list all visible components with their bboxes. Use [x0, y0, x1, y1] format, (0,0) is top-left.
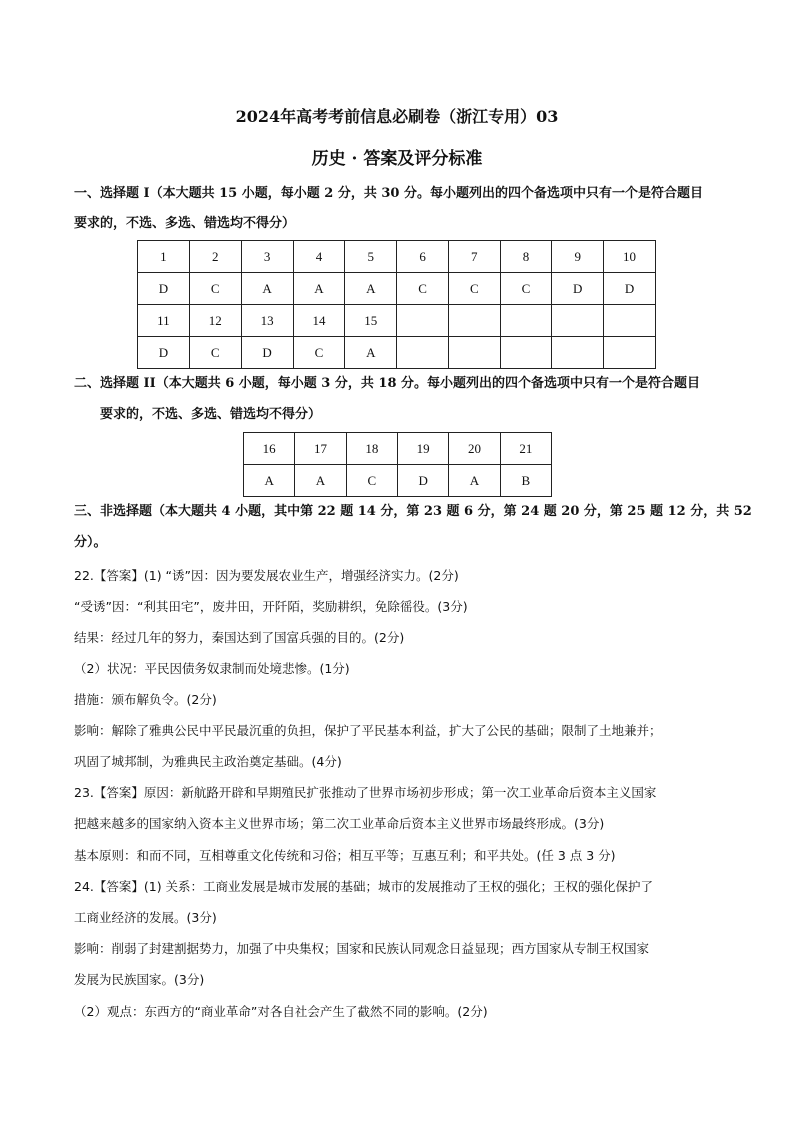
table-cell: A [244, 465, 295, 497]
table-cell: D [552, 273, 604, 305]
answer-line: 把越来越多的国家纳入资本主义世界市场；第二次工业革命后资本主义世界市场最终形成。(3分) [74, 816, 605, 831]
table-cell: 14 [293, 305, 345, 337]
table-row [244, 465, 552, 497]
table-cell: 6 [397, 241, 449, 273]
table-cell: 17 [295, 433, 346, 465]
section3-heading-cont: 分）。 [74, 535, 107, 550]
section2-heading: 二、选择题 II（本大题共 6 小题，每小题 3 分，共 18 分。每小题列出的四个备选项中只有一个是符合题目 [74, 376, 701, 391]
table-cell: 9 [552, 241, 604, 273]
table-cell: 11 [138, 305, 190, 337]
table-cell: 16 [244, 433, 295, 465]
document-subtitle: 历史 · 答案及评分标准 [311, 149, 483, 169]
answer-line: （2）状况：平民因债务奴隶制而处境悲惨。(1分) [74, 661, 350, 676]
table-cell: B [500, 465, 551, 497]
table-cell: A [449, 465, 500, 497]
table-cell: 4 [293, 241, 345, 273]
answer-line: 工商业经济的发展。(3分) [74, 910, 217, 925]
table-cell [604, 305, 656, 337]
table-cell: A [295, 465, 346, 497]
answer-line: 发展为民族国家。(3分) [74, 972, 205, 987]
section3-heading: 三、非选择题（本大题共 4 小题，其中第 22 题 14 分，第 23 题 6 分，第 24 题 20 分，第 25 题 12 分，共 52 [74, 504, 752, 519]
table-cell: A [241, 273, 293, 305]
table-cell [500, 337, 552, 369]
table-cell [397, 305, 449, 337]
table-cell [448, 305, 500, 337]
table-cell: C [500, 273, 552, 305]
table-cell: D [397, 465, 448, 497]
table-row [138, 305, 656, 337]
answer-line: 22.【答案】(1) “诱”因：因为要发展农业生产，增强经济实力。(2分) [74, 568, 459, 583]
choice-answer-table-1 [137, 240, 656, 369]
table-cell: D [138, 337, 190, 369]
section1-heading: 一、选择题 I（本大题共 15 小题，每小题 2 分，共 30 分。每小题列出的四个备选项中只有一个是符合题目 [74, 186, 703, 201]
table-cell [500, 305, 552, 337]
table-row [244, 433, 552, 465]
table-cell [397, 337, 449, 369]
table-cell: C [189, 273, 241, 305]
choice-answer-table-2 [243, 432, 552, 497]
table-cell: C [448, 273, 500, 305]
table-cell: 1 [138, 241, 190, 273]
table-row [138, 241, 656, 273]
table-cell [448, 337, 500, 369]
answer-line: “受诱”因：“利其田宅”，废井田，开阡陌，奖励耕织，免除徭役。(3分) [74, 599, 468, 614]
table-cell: 8 [500, 241, 552, 273]
table-cell: D [604, 273, 656, 305]
table-cell: 3 [241, 241, 293, 273]
table-cell: A [293, 273, 345, 305]
table-cell: 12 [189, 305, 241, 337]
table-cell: 7 [448, 241, 500, 273]
table-cell [552, 305, 604, 337]
answer-line: 影响：削弱了封建割据势力，加强了中央集权；国家和民族认同观念日益显现；西方国家从专制王权国家 [74, 941, 650, 956]
table-cell: D [241, 337, 293, 369]
table-cell: 18 [346, 433, 397, 465]
table-cell: A [345, 273, 397, 305]
table-row [138, 337, 656, 369]
table-cell: C [293, 337, 345, 369]
answer-line: 影响：解除了雅典公民中平民最沉重的负担，保护了平民基本利益，扩大了公民的基础；限制了土地兼并； [74, 723, 662, 738]
answer-line: 24.【答案】(1) 关系：工商业发展是城市发展的基础；城市的发展推动了王权的强化；王权的强化保护了 [74, 879, 654, 894]
answer-line: 23.【答案】原因：新航路开辟和早期殖民扩张推动了世界市场初步形成；第一次工业革命后资本主义国家 [74, 785, 657, 800]
table-cell: 19 [397, 433, 448, 465]
table-row [138, 273, 656, 305]
table-cell: A [345, 337, 397, 369]
answer-line: （2）观点：东西方的“商业革命”对各自社会产生了截然不同的影响。(2分) [74, 1004, 488, 1019]
table-cell: 20 [449, 433, 500, 465]
table-cell: C [346, 465, 397, 497]
answer-line: 基本原则：和而不同，互相尊重文化传统和习俗；相互平等；互惠互利；和平共处。(任 3 点 3 分) [74, 848, 616, 863]
table-cell: 5 [345, 241, 397, 273]
table-cell [552, 337, 604, 369]
table-cell: 10 [604, 241, 656, 273]
table-cell: C [397, 273, 449, 305]
table-cell: 2 [189, 241, 241, 273]
table-cell: 21 [500, 433, 551, 465]
section2-heading-cont: 要求的，不选、多选、错选均不得分） [100, 407, 322, 422]
table-cell: 13 [241, 305, 293, 337]
table-cell: D [138, 273, 190, 305]
table-cell: C [189, 337, 241, 369]
answer-line: 措施：颁布解负令。(2分) [74, 692, 217, 707]
answer-line: 巩固了城邦制，为雅典民主政治奠定基础。(4分) [74, 754, 342, 769]
answer-line: 结果：经过几年的努力，秦国达到了国富兵强的目的。(2分) [74, 630, 405, 645]
table-cell [604, 337, 656, 369]
section1-heading-cont: 要求的，不选、多选、错选均不得分） [74, 216, 296, 231]
table-cell: 15 [345, 305, 397, 337]
document-title: 2024年高考考前信息必刷卷（浙江专用）03 [235, 107, 559, 126]
